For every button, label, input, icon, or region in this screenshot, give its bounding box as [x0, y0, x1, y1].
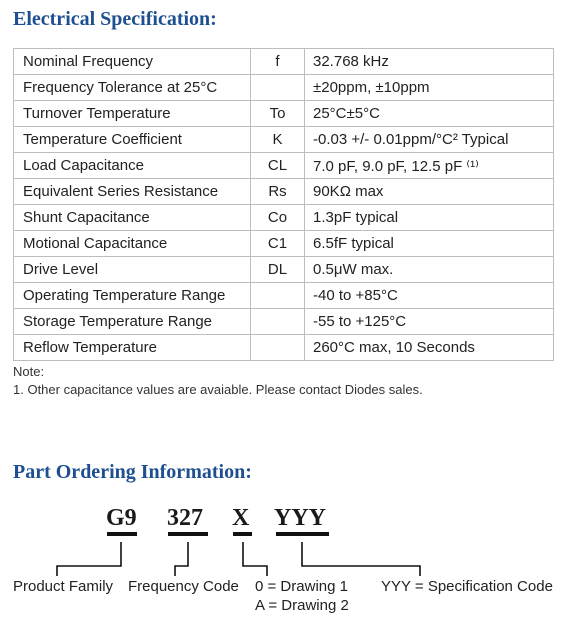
- note-title: Note:: [13, 364, 45, 379]
- spec-parameter: Drive Level: [14, 257, 251, 283]
- label-spec-code: YYY = Specification Code: [381, 578, 553, 595]
- connector-spec: [302, 542, 420, 576]
- connector-frequency: [175, 542, 188, 576]
- code-part-spec: YYY: [274, 505, 326, 531]
- spec-parameter: Load Capacitance: [14, 153, 251, 179]
- spec-value: 25°C±5°C: [305, 101, 554, 127]
- spec-value: 7.0 pF, 9.0 pF, 12.5 pF ⁽¹⁾: [305, 153, 554, 179]
- spec-heading: Electrical Specification:: [13, 8, 217, 30]
- spec-symbol: C1: [251, 231, 305, 257]
- spec-value: 6.5fF typical: [305, 231, 554, 257]
- spec-parameter: Shunt Capacitance: [14, 205, 251, 231]
- spec-parameter: Frequency Tolerance at 25°C: [14, 75, 251, 101]
- spec-parameter: Temperature Coefficient: [14, 127, 251, 153]
- ordering-heading: Part Ordering Information:: [13, 461, 252, 483]
- spec-symbol: Rs: [251, 179, 305, 205]
- spec-parameter: Equivalent Series Resistance: [14, 179, 251, 205]
- spec-value: -0.03 +/- 0.01ppm/°C² Typical: [305, 127, 554, 153]
- note-item: 1. Other capacitance values are avaiable. Please contact Diodes sales.: [13, 382, 423, 397]
- spec-value: 90KΩ max: [305, 179, 554, 205]
- spec-parameter: Motional Capacitance: [14, 231, 251, 257]
- spec-parameter: Nominal Frequency: [14, 49, 251, 75]
- spec-value: -55 to +125°C: [305, 309, 554, 335]
- spec-value: -40 to +85°C: [305, 283, 554, 309]
- spec-symbol: CL: [251, 153, 305, 179]
- spec-symbol: To: [251, 101, 305, 127]
- connector-drawing: [243, 542, 267, 576]
- label-product-family: Product Family: [13, 578, 114, 595]
- code-part-drawing: X: [232, 505, 250, 531]
- spec-parameter: Turnover Temperature: [14, 101, 251, 127]
- spec-symbol: DL: [251, 257, 305, 283]
- spec-symbol: Co: [251, 205, 305, 231]
- code-part-frequency: 327: [167, 505, 203, 531]
- spec-value: 32.768 kHz: [305, 49, 554, 75]
- spec-parameter: Storage Temperature Range: [14, 309, 251, 335]
- label-frequency-code: Frequency Code: [128, 578, 239, 595]
- spec-symbol: f: [251, 49, 305, 75]
- code-part-product-family: G9: [106, 505, 137, 531]
- spec-value: 260°C max, 10 Seconds: [305, 335, 554, 361]
- spec-symbol: K: [251, 127, 305, 153]
- spec-value: ±20ppm, ±10ppm: [305, 75, 554, 101]
- label-drawing-option-2: A = Drawing 2: [255, 597, 349, 614]
- spec-value: 1.3pF typical: [305, 205, 554, 231]
- connector-product-family: [57, 542, 121, 576]
- spec-parameter: Reflow Temperature: [14, 335, 251, 361]
- spec-value: 0.5μW max.: [305, 257, 554, 283]
- label-drawing-option-1: 0 = Drawing 1: [255, 578, 348, 595]
- spec-parameter: Operating Temperature Range: [14, 283, 251, 309]
